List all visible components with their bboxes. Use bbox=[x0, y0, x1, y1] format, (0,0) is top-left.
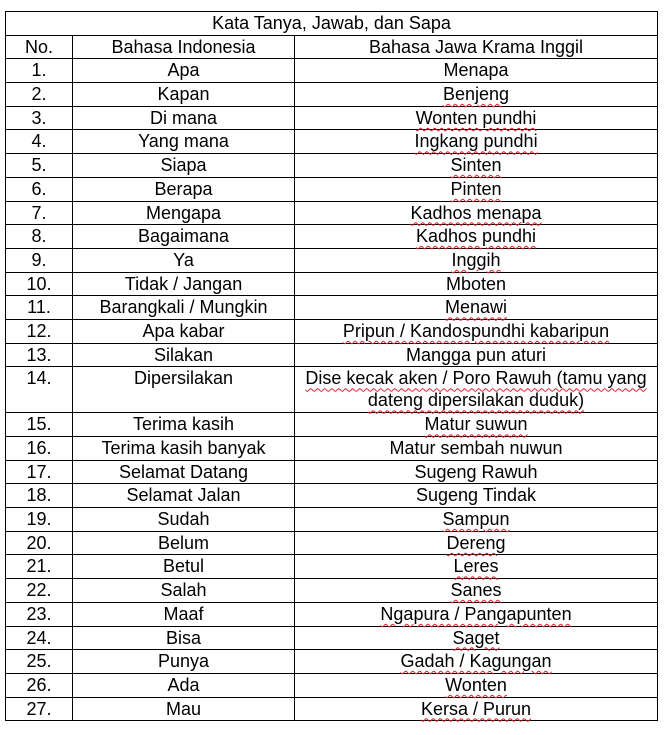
indonesian-word: Ya bbox=[73, 248, 295, 272]
indonesian-word: Tidak / Jangan bbox=[73, 272, 295, 296]
javanese-krama-word: Ingkang pundhi bbox=[295, 130, 658, 154]
row-number: 10. bbox=[6, 272, 73, 296]
javanese-krama-word: Ngapura / Pangapunten bbox=[295, 602, 658, 626]
javanese-krama-word: Sugeng Rawuh bbox=[295, 460, 658, 484]
javanese-krama-word: Wonten bbox=[295, 673, 658, 697]
indonesian-word: Kapan bbox=[73, 83, 295, 107]
row-number: 26. bbox=[6, 673, 73, 697]
javanese-krama-word: Kadhos menapa bbox=[295, 201, 658, 225]
table-body bbox=[6, 59, 658, 721]
javanese-krama-word: Dereng bbox=[295, 531, 658, 555]
table-row bbox=[6, 555, 658, 579]
javanese-krama-word: Saget bbox=[295, 626, 658, 650]
row-number: 8. bbox=[6, 225, 73, 249]
row-number: 13. bbox=[6, 343, 73, 367]
javanese-krama-word: Dise kecak aken / Poro Rawuh (tamu yang dateng dipersilakan duduk) bbox=[295, 367, 658, 413]
row-number: 9. bbox=[6, 248, 73, 272]
table-row bbox=[6, 106, 658, 130]
indonesian-word: Bagaimana bbox=[73, 225, 295, 249]
table-row bbox=[6, 201, 658, 225]
table-row bbox=[6, 437, 658, 461]
javanese-krama-word: Menapa bbox=[295, 59, 658, 83]
javanese-krama-word: Sanes bbox=[295, 579, 658, 603]
row-number: 17. bbox=[6, 460, 73, 484]
indonesian-word: Betul bbox=[73, 555, 295, 579]
table-row bbox=[6, 154, 658, 178]
row-number: 6. bbox=[6, 177, 73, 201]
table-row bbox=[6, 531, 658, 555]
javanese-krama-word: Gadah / Kagungan bbox=[295, 650, 658, 674]
row-number: 2. bbox=[6, 83, 73, 107]
document-page bbox=[5, 11, 657, 721]
javanese-krama-word: Mboten bbox=[295, 272, 658, 296]
indonesian-word: Berapa bbox=[73, 177, 295, 201]
table-row bbox=[6, 673, 658, 697]
table-row bbox=[6, 579, 658, 603]
indonesian-word: Belum bbox=[73, 531, 295, 555]
vocabulary-table bbox=[5, 11, 658, 721]
table-row bbox=[6, 508, 658, 532]
row-number: 4. bbox=[6, 130, 73, 154]
javanese-krama-word: Pripun / Kandospundhi kabaripun bbox=[295, 319, 658, 343]
table-row bbox=[6, 460, 658, 484]
javanese-krama-word: Menawi bbox=[295, 296, 658, 320]
header-javanese: Bahasa Jawa Krama Inggil bbox=[295, 35, 658, 59]
indonesian-word: Terima kasih bbox=[73, 413, 295, 437]
indonesian-word: Apa kabar bbox=[73, 319, 295, 343]
javanese-krama-word: Pinten bbox=[295, 177, 658, 201]
javanese-krama-word: Matur sembah nuwun bbox=[295, 437, 658, 461]
javanese-krama-word: Sampun bbox=[295, 508, 658, 532]
row-number: 12. bbox=[6, 319, 73, 343]
indonesian-word: Silakan bbox=[73, 343, 295, 367]
row-number: 25. bbox=[6, 650, 73, 674]
row-number: 14. bbox=[6, 367, 73, 413]
table-row bbox=[6, 626, 658, 650]
indonesian-word: Ada bbox=[73, 673, 295, 697]
javanese-krama-word: Benjeng bbox=[295, 83, 658, 107]
javanese-krama-word: Sugeng Tindak bbox=[295, 484, 658, 508]
table-row bbox=[6, 225, 658, 249]
row-number: 20. bbox=[6, 531, 73, 555]
row-number: 27. bbox=[6, 697, 73, 721]
indonesian-word: Mengapa bbox=[73, 201, 295, 225]
javanese-krama-word: Matur suwun bbox=[295, 413, 658, 437]
table-row bbox=[6, 343, 658, 367]
indonesian-word: Apa bbox=[73, 59, 295, 83]
header-number: No. bbox=[6, 35, 73, 59]
indonesian-word: Di mana bbox=[73, 106, 295, 130]
javanese-krama-word: Sinten bbox=[295, 154, 658, 178]
table-row bbox=[6, 319, 658, 343]
indonesian-word: Mau bbox=[73, 697, 295, 721]
indonesian-word: Barangkali / Mungkin bbox=[73, 296, 295, 320]
table-row bbox=[6, 650, 658, 674]
indonesian-word: Maaf bbox=[73, 602, 295, 626]
row-number: 5. bbox=[6, 154, 73, 178]
indonesian-word: Salah bbox=[73, 579, 295, 603]
table-title: Kata Tanya, Jawab, dan Sapa bbox=[6, 12, 658, 36]
row-number: 24. bbox=[6, 626, 73, 650]
table-row bbox=[6, 83, 658, 107]
row-number: 1. bbox=[6, 59, 73, 83]
row-number: 21. bbox=[6, 555, 73, 579]
indonesian-word: Selamat Datang bbox=[73, 460, 295, 484]
table-row bbox=[6, 367, 658, 413]
table-row bbox=[6, 296, 658, 320]
indonesian-word: Dipersilakan bbox=[73, 367, 295, 413]
row-number: 3. bbox=[6, 106, 73, 130]
table-title-row bbox=[6, 12, 658, 36]
row-number: 16. bbox=[6, 437, 73, 461]
table-row bbox=[6, 130, 658, 154]
indonesian-word: Yang mana bbox=[73, 130, 295, 154]
row-number: 7. bbox=[6, 201, 73, 225]
javanese-krama-word: Wonten pundhi bbox=[295, 106, 658, 130]
javanese-krama-word: Mangga pun aturi bbox=[295, 343, 658, 367]
row-number: 11. bbox=[6, 296, 73, 320]
row-number: 18. bbox=[6, 484, 73, 508]
table-row bbox=[6, 697, 658, 721]
javanese-krama-word: Inggih bbox=[295, 248, 658, 272]
indonesian-word: Selamat Jalan bbox=[73, 484, 295, 508]
table-row bbox=[6, 177, 658, 201]
row-number: 23. bbox=[6, 602, 73, 626]
header-indonesian: Bahasa Indonesia bbox=[73, 35, 295, 59]
javanese-krama-word: Leres bbox=[295, 555, 658, 579]
indonesian-word: Sudah bbox=[73, 508, 295, 532]
row-number: 22. bbox=[6, 579, 73, 603]
table-row bbox=[6, 59, 658, 83]
indonesian-word: Terima kasih banyak bbox=[73, 437, 295, 461]
javanese-krama-word: Kadhos pundhi bbox=[295, 225, 658, 249]
table-row bbox=[6, 248, 658, 272]
row-number: 15. bbox=[6, 413, 73, 437]
indonesian-word: Punya bbox=[73, 650, 295, 674]
table-row bbox=[6, 484, 658, 508]
javanese-krama-word: Kersa / Purun bbox=[295, 697, 658, 721]
indonesian-word: Siapa bbox=[73, 154, 295, 178]
table-header-row bbox=[6, 35, 658, 59]
table-row bbox=[6, 272, 658, 296]
table-row bbox=[6, 602, 658, 626]
indonesian-word: Bisa bbox=[73, 626, 295, 650]
table-row bbox=[6, 413, 658, 437]
row-number: 19. bbox=[6, 508, 73, 532]
